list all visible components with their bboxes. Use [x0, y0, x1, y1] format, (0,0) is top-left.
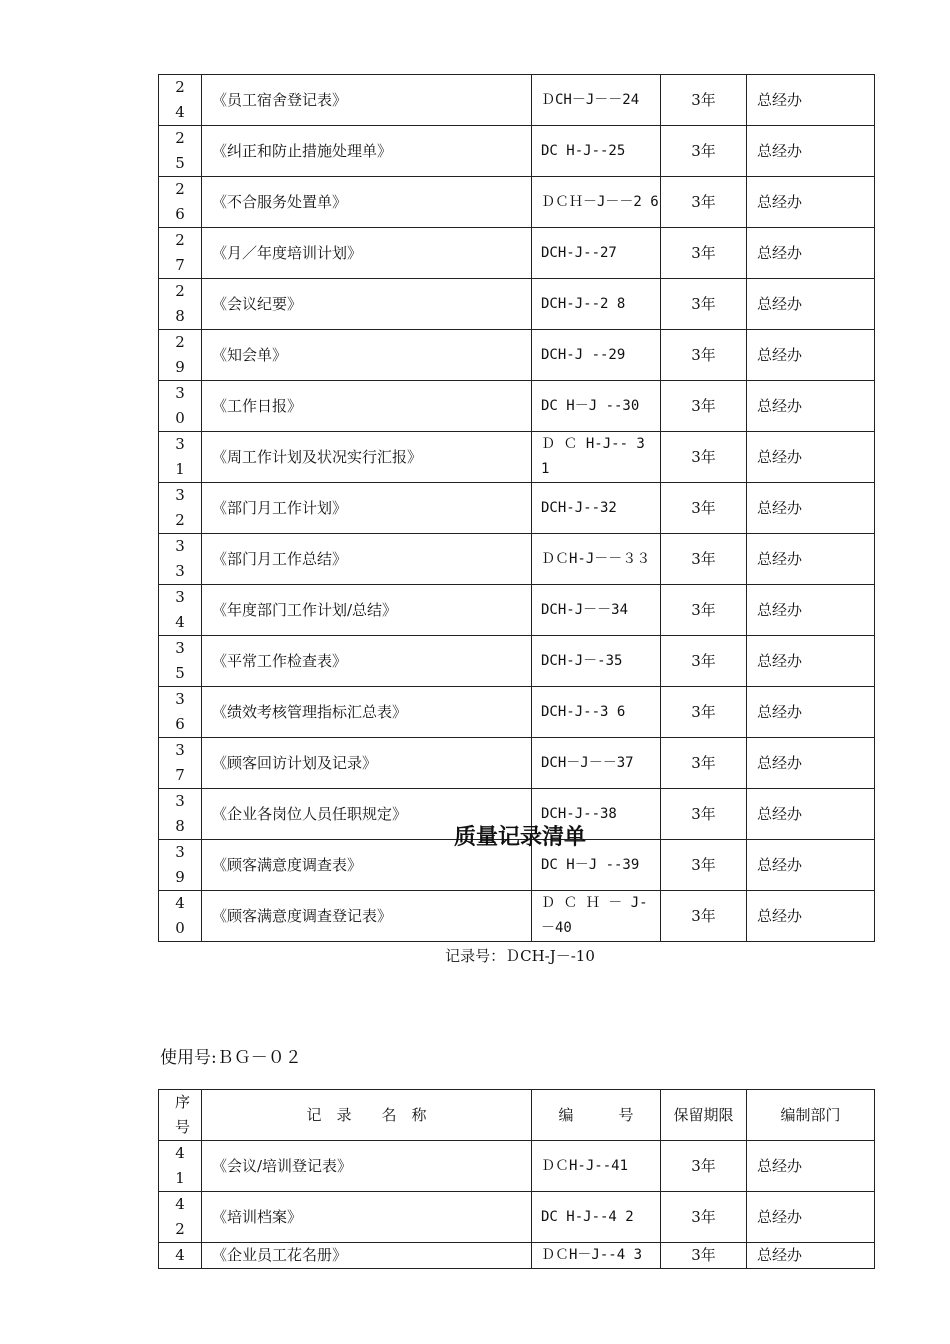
record-name: 《月／年度培训计划》	[202, 228, 532, 279]
record-code: DC H－J --30	[532, 381, 661, 432]
table-row	[159, 483, 875, 534]
record-code: DCH-J--38	[532, 789, 661, 840]
department: 总经办	[747, 1192, 875, 1243]
department: 总经办	[747, 534, 875, 585]
department: 总经办	[747, 177, 875, 228]
record-name: 《工作日报》	[202, 381, 532, 432]
table-row	[159, 585, 875, 636]
retention-period: 3年	[661, 840, 747, 891]
record-code: ＤＣH－J--4 3	[532, 1243, 661, 1269]
record-code: ＤCH－J－－24	[532, 75, 661, 126]
retention-period: 3年	[661, 228, 747, 279]
records-table-body	[159, 75, 875, 942]
record-name: 《企业员工花名册》	[202, 1243, 532, 1269]
table-row	[159, 534, 875, 585]
record-name: 《顾客回访计划及记录》	[202, 738, 532, 789]
table-header-row	[159, 1090, 875, 1141]
record-name: 《部门月工作总结》	[202, 534, 532, 585]
department: 总经办	[747, 840, 875, 891]
retention-period: 3年	[661, 1243, 747, 1269]
table-row	[159, 1243, 875, 1269]
record-code: Ｄ Ｃ H-J-- 3 1	[532, 432, 661, 483]
header-name: 记 录 名 称	[202, 1090, 532, 1141]
row-number: 33	[159, 534, 202, 585]
retention-period: 3年	[661, 75, 747, 126]
table-row	[159, 228, 875, 279]
department: 总经办	[747, 1243, 875, 1269]
record-code: DC H－J --39	[532, 840, 661, 891]
table-row	[159, 738, 875, 789]
department: 总经办	[747, 228, 875, 279]
department: 总经办	[747, 279, 875, 330]
record-code: ＤＣＨ－J－－2 6	[532, 177, 661, 228]
row-number: 40	[159, 891, 202, 942]
record-code: ＤＣH-J--41	[532, 1141, 661, 1192]
record-code: DCH－J－－37	[532, 738, 661, 789]
retention-period: 3年	[661, 381, 747, 432]
record-name: 《培训档案》	[202, 1192, 532, 1243]
record-code: DCH-J--32	[532, 483, 661, 534]
retention-period: 3年	[661, 432, 747, 483]
table-row	[159, 687, 875, 738]
record-code: DC H-J--4 2	[532, 1192, 661, 1243]
department: 总经办	[747, 432, 875, 483]
department: 总经办	[747, 585, 875, 636]
department: 总经办	[747, 330, 875, 381]
record-number: 记录号：ＤCH-J－-10	[445, 947, 595, 965]
record-name: 《员工宿舍登记表》	[202, 75, 532, 126]
header-dept: 编制部门	[747, 1090, 875, 1141]
row-number: 26	[159, 177, 202, 228]
record-code: DCH-J--3 6	[532, 687, 661, 738]
record-name: 《顾客满意度调查登记表》	[202, 891, 532, 942]
record-name: 《会议/培训登记表》	[202, 1141, 532, 1192]
table-row	[159, 381, 875, 432]
table-row	[159, 126, 875, 177]
row-number: 29	[159, 330, 202, 381]
row-number: 4	[159, 1243, 202, 1269]
row-number: 24	[159, 75, 202, 126]
row-number: 36	[159, 687, 202, 738]
department: 总经办	[747, 381, 875, 432]
retention-period: 3年	[661, 177, 747, 228]
row-number: 39	[159, 840, 202, 891]
record-name: 《知会单》	[202, 330, 532, 381]
table-row	[159, 330, 875, 381]
department: 总经办	[747, 636, 875, 687]
table-row	[159, 432, 875, 483]
row-number: 41	[159, 1141, 202, 1192]
record-name: 《部门月工作计划》	[202, 483, 532, 534]
retention-period: 3年	[661, 330, 747, 381]
row-number: 35	[159, 636, 202, 687]
retention-period: 3年	[661, 1192, 747, 1243]
row-number: 42	[159, 1192, 202, 1243]
row-number: 31	[159, 432, 202, 483]
record-code: DCH-J--2 8	[532, 279, 661, 330]
record-name: 《企业各岗位人员任职规定》	[202, 789, 532, 840]
retention-period: 3年	[661, 636, 747, 687]
retention-period: 3年	[661, 687, 747, 738]
header-keep: 保留期限	[661, 1090, 747, 1141]
department: 总经办	[747, 891, 875, 942]
department: 总经办	[747, 738, 875, 789]
retention-period: 3年	[661, 534, 747, 585]
record-code: ＤＣH-J－－３３	[532, 534, 661, 585]
record-code: DCH-J－－34	[532, 585, 661, 636]
table-row	[159, 279, 875, 330]
record-code: DCH-J－-35	[532, 636, 661, 687]
table-row	[159, 75, 875, 126]
records-table-body	[159, 1141, 875, 1269]
record-name: 《平常工作检查表》	[202, 636, 532, 687]
table-row	[159, 1141, 875, 1192]
row-number: 30	[159, 381, 202, 432]
records-table-continued	[158, 74, 875, 942]
header-no: 序号	[159, 1090, 202, 1141]
record-name: 《顾客满意度调查表》	[202, 840, 532, 891]
use-number: 使用号:ＢＧ－０２	[160, 1048, 302, 1068]
record-name: 《纠正和防止措施处理单》	[202, 126, 532, 177]
row-number: 27	[159, 228, 202, 279]
record-name: 《周工作计划及状况实行汇报》	[202, 432, 532, 483]
record-code: DCH-J --29	[532, 330, 661, 381]
row-number: 25	[159, 126, 202, 177]
record-name: 《年度部门工作计划/总结》	[202, 585, 532, 636]
retention-period: 3年	[661, 738, 747, 789]
retention-period: 3年	[661, 279, 747, 330]
record-code: DCH-J--27	[532, 228, 661, 279]
record-name: 《不合服务处置单》	[202, 177, 532, 228]
record-name: 《会议纪要》	[202, 279, 532, 330]
row-number: 32	[159, 483, 202, 534]
table-row	[159, 1192, 875, 1243]
table-row	[159, 177, 875, 228]
retention-period: 3年	[661, 891, 747, 942]
row-number: 37	[159, 738, 202, 789]
retention-period: 3年	[661, 585, 747, 636]
records-table	[158, 1089, 875, 1269]
record-code: DC H-J--25	[532, 126, 661, 177]
document-title: 质量记录清单	[453, 825, 586, 850]
retention-period: 3年	[661, 789, 747, 840]
department: 总经办	[747, 1141, 875, 1192]
department: 总经办	[747, 126, 875, 177]
retention-period: 3年	[661, 126, 747, 177]
row-number: 34	[159, 585, 202, 636]
department: 总经办	[747, 789, 875, 840]
department: 总经办	[747, 75, 875, 126]
retention-period: 3年	[661, 483, 747, 534]
row-number: 28	[159, 279, 202, 330]
record-code: Ｄ Ｃ Ｈ － J-－40	[532, 891, 661, 942]
row-number: 38	[159, 789, 202, 840]
department: 总经办	[747, 483, 875, 534]
header-code: 编 号	[532, 1090, 661, 1141]
department: 总经办	[747, 687, 875, 738]
retention-period: 3年	[661, 1141, 747, 1192]
record-name: 《绩效考核管理指标汇总表》	[202, 687, 532, 738]
table-row	[159, 891, 875, 942]
table-row	[159, 636, 875, 687]
